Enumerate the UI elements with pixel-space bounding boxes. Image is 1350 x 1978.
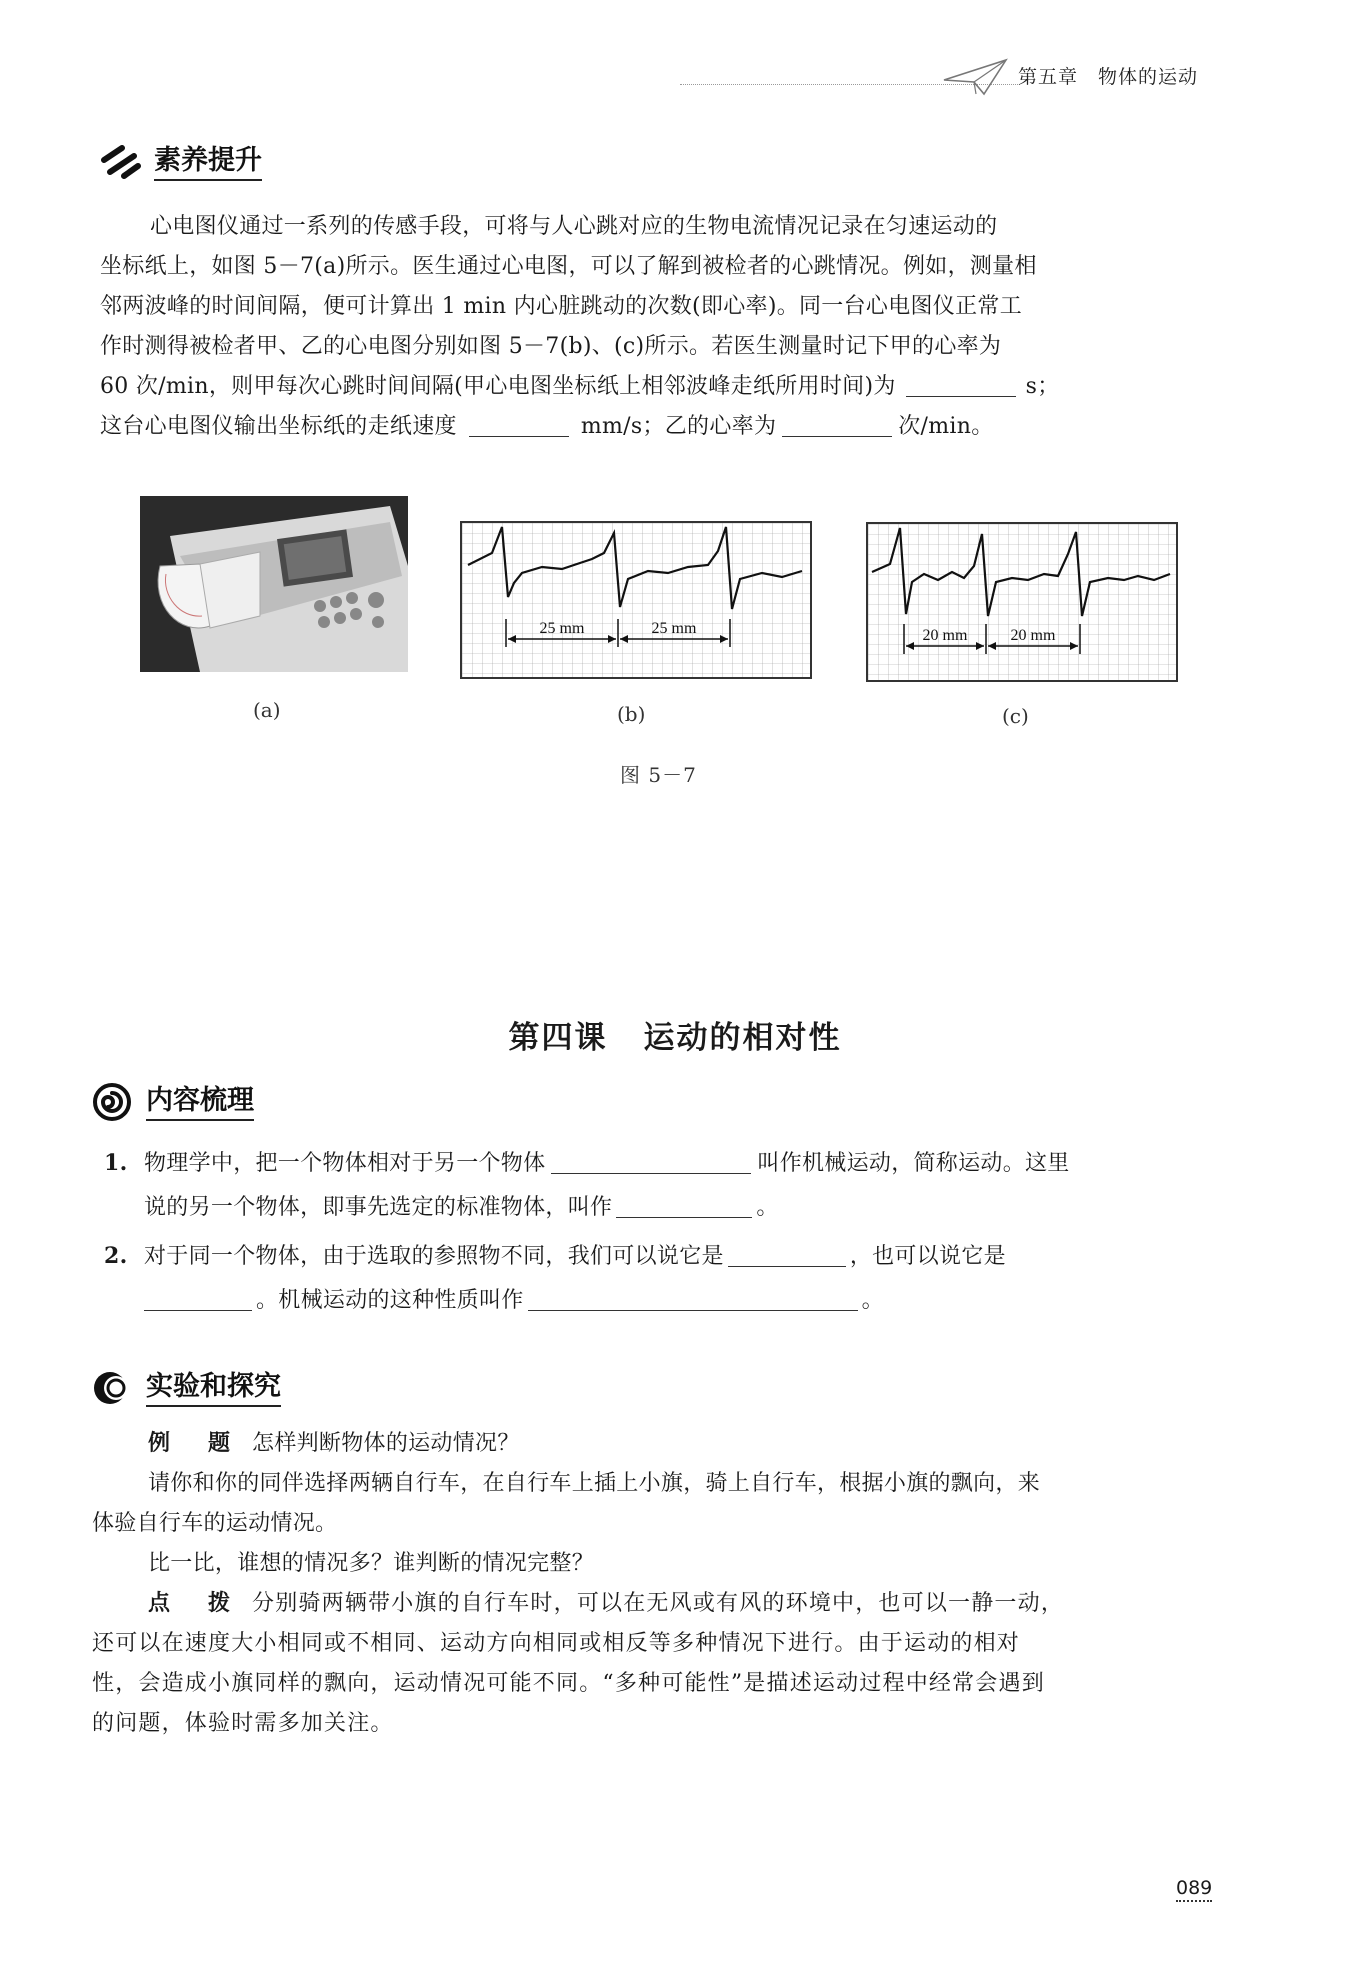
review-item-2 xyxy=(104,1234,1229,1279)
page-number: 089 xyxy=(1176,1877,1212,1902)
ecg-c-interval-label: 20 mm xyxy=(1010,627,1056,644)
figure-caption-b: (b) xyxy=(617,702,646,726)
answer-blank-position-change[interactable] xyxy=(551,1149,751,1174)
example-question: 怎样判断物体的运动情况？ xyxy=(252,1431,520,1456)
review-item-2-cont xyxy=(104,1279,1229,1323)
answer-blank-state-2[interactable] xyxy=(144,1286,252,1311)
para-line: 体验自行车的运动情况。 xyxy=(92,1511,338,1536)
hint-line: 的问题，体验时需多加关注。 xyxy=(92,1711,394,1736)
answer-blank-relativity[interactable] xyxy=(528,1286,858,1311)
item-number: 2. xyxy=(104,1243,128,1269)
para-text: 次/min。 xyxy=(898,414,994,439)
hint-line xyxy=(92,1584,1217,1624)
para-text: mm/s；乙的心率为 xyxy=(580,414,777,439)
item-number: 1. xyxy=(104,1150,128,1176)
para-line: 邻两波峰的时间间隔，便可计算出 1 min 内心脏跳动的次数(即心率)。同一台心电图仪正常工 xyxy=(100,294,1023,319)
ecg-machine-photo xyxy=(140,496,408,672)
running-header xyxy=(1018,62,1198,89)
ecg-c-interval-label: 20 mm xyxy=(922,627,968,644)
answer-blank-interval[interactable] xyxy=(906,372,1016,397)
item-text: 说的另一个物体，即事先选定的标准物体，叫作 xyxy=(144,1195,613,1220)
hint-label: 点 拨 xyxy=(148,1591,239,1616)
overlapping-circles-icon xyxy=(92,1368,136,1408)
section-title: 实验和探究 xyxy=(146,1369,281,1407)
unit-s: s； xyxy=(1025,374,1060,399)
para-text: 60 次/min，则甲每次心跳时间间隔(甲心电图坐标纸上相邻波峰走纸所用时间)为 xyxy=(100,374,896,399)
lesson-title xyxy=(0,1012,1350,1057)
chapter-title: 物体的运动 xyxy=(1098,66,1199,88)
figure-caption-c: (c) xyxy=(1002,704,1029,728)
item-text: 物理学中，把一个物体相对于另一个物体 xyxy=(144,1151,546,1176)
hint-text: 分别骑两辆带小旗的自行车时，可以在无风或有风的环境中，也可以一静一动， xyxy=(252,1591,1065,1616)
item-text: ，也可以说它是 xyxy=(849,1244,1006,1269)
ecg-problem-paragraph xyxy=(100,207,1225,447)
item-text: 对于同一个物体，由于选取的参照物不同，我们可以说它是 xyxy=(144,1244,724,1269)
review-item-1 xyxy=(104,1141,1229,1186)
para-line xyxy=(100,367,1225,407)
lesson-name: 运动的相对性 xyxy=(643,1020,842,1056)
para-line: 作时测得被检者甲、乙的心电图分别如图 5－7(b)、(c)所示。若医生测量时记下甲的心率为 xyxy=(100,334,1002,359)
section-title: 内容梳理 xyxy=(146,1083,254,1121)
double-slash-icon xyxy=(100,142,144,182)
item-text: 。机械运动的这种性质叫作 xyxy=(256,1288,524,1313)
para-line xyxy=(100,407,1225,447)
para-line: 心电图仪通过一系列的传感手段，可将与人心跳对应的生物电流情况记录在匀速运动的 xyxy=(150,214,998,239)
content-review-items xyxy=(104,1141,1229,1323)
answer-blank-state-1[interactable] xyxy=(728,1242,846,1267)
ecg-chart-b xyxy=(460,521,812,679)
example-label: 例 题 xyxy=(148,1431,239,1456)
ecg-b-interval-label: 25 mm xyxy=(651,620,697,637)
para-line: 比一比，谁想的情况多？谁判断的情况完整？ xyxy=(148,1551,595,1576)
experiment-content xyxy=(92,1424,1217,1744)
figure-label: 图 5－7 xyxy=(620,763,697,787)
answer-blank-heart-rate[interactable] xyxy=(782,412,892,437)
para-line: 请你和你的同伴选择两辆自行车，在自行车上插上小旗，骑上自行车，根据小旗的飘向，来 xyxy=(148,1471,1041,1496)
para-text: 这台心电图仪输出坐标纸的走纸速度 xyxy=(100,414,457,439)
ecg-chart-c xyxy=(866,522,1178,682)
figure-caption-a: (a) xyxy=(253,698,281,722)
chapter-number: 第五章 xyxy=(1018,66,1079,88)
section-title: 素养提升 xyxy=(154,143,262,181)
hint-line: 还可以在速度大小相同或不相同、运动方向相同或相反等多种情况下进行。由于运动的相对 xyxy=(92,1631,1021,1656)
review-item-1-cont xyxy=(104,1186,1229,1230)
item-text: 叫作机械运动，简称运动。这里 xyxy=(757,1151,1070,1176)
item-text: 。 xyxy=(861,1288,884,1313)
ecg-b-interval-label: 25 mm xyxy=(539,620,585,637)
paper-plane-icon xyxy=(940,54,1010,100)
section-heading-content-review xyxy=(92,1082,254,1122)
section-heading-experiment xyxy=(92,1368,281,1408)
answer-blank-reference[interactable] xyxy=(616,1193,752,1218)
spiral-icon xyxy=(92,1082,136,1122)
example-line xyxy=(92,1424,1217,1464)
section-heading-literacy xyxy=(100,142,262,182)
answer-blank-speed[interactable] xyxy=(469,412,569,437)
lesson-number: 第四课 xyxy=(508,1020,608,1056)
para-line: 坐标纸上，如图 5－7(a)所示。医生通过心电图，可以了解到被检者的心跳情况。例如，测量相 xyxy=(100,254,1037,279)
hint-line: 性，会造成小旗同样的飘向，运动情况可能不同。“多种可能性”是描述运动过程中经常会遇到 xyxy=(92,1671,1045,1696)
item-text: 。 xyxy=(756,1195,779,1220)
